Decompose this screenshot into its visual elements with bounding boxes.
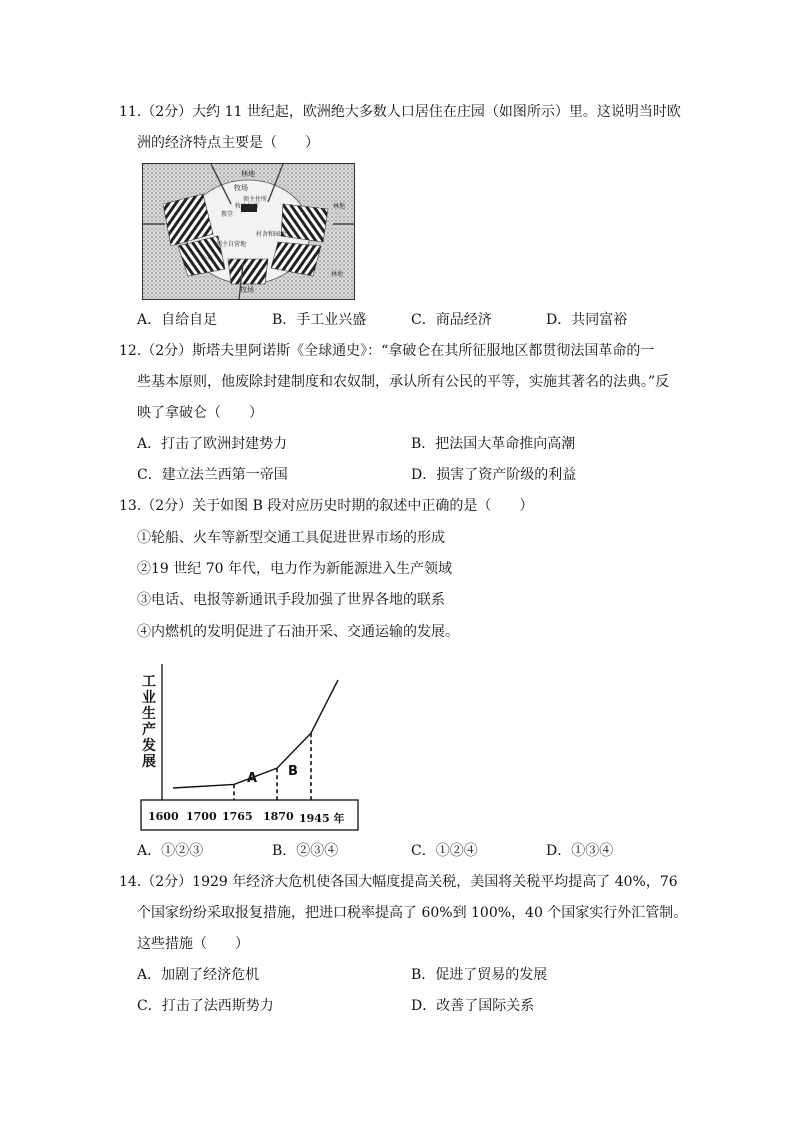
map-label: 小麦 bbox=[200, 255, 214, 262]
map-label: 领主自营地 bbox=[215, 241, 247, 248]
industrial-growth-chart bbox=[140, 660, 360, 832]
q11-option-b[interactable]: B．手工业兴盛 bbox=[272, 312, 367, 328]
q14-option-a[interactable]: A．加剧了经济危机 bbox=[137, 967, 260, 983]
q13-item-4: ④内燃机的发明促进了石油开采、交通运输的发展。 bbox=[137, 624, 459, 640]
q13-option-c[interactable]: C．①②④ bbox=[411, 843, 478, 859]
manor-map-image bbox=[142, 163, 355, 300]
map-label: 林地 bbox=[330, 271, 344, 278]
x-tick-label: 1870 bbox=[263, 810, 294, 823]
q14-stem-line1: 14.（2分）1929 年经济大危机使各国大幅度提高关税，美国将关税平均提高了 40%，76 bbox=[119, 874, 678, 890]
x-tick-label: 1765 bbox=[222, 810, 253, 823]
q14-option-c[interactable]: C．打击了法西斯势力 bbox=[137, 998, 274, 1014]
map-label: 牧场 bbox=[234, 184, 248, 192]
q13-item-3: ③电话、电报等新通讯手段加强了世界各地的联系 bbox=[137, 592, 445, 608]
map-label: 牧场 bbox=[240, 286, 254, 294]
map-label: 教堂 bbox=[220, 211, 234, 218]
q14-option-d[interactable]: D．改善了国际关系 bbox=[411, 998, 535, 1014]
q12-option-a[interactable]: A．打击了欧洲封建势力 bbox=[137, 436, 288, 452]
x-tick-label: 1700 bbox=[186, 810, 217, 823]
chart-canvas bbox=[140, 660, 360, 832]
q13-option-b[interactable]: B．②③④ bbox=[272, 843, 339, 859]
q12-stem-line1: 12.（2分）斯塔夫里阿诺斯《全球通史》：“拿破仑在其所征服地区都贯彻法国革命的一 bbox=[119, 343, 655, 359]
q12-stem-line2: 些基本原则，他废除封建制度和农奴制，承认所有公民的平等，实施其著名的法典。”反 bbox=[137, 374, 670, 390]
q11-stem-line1: 11.（2分）大约 11 世纪起，欧洲绝大多数人口居住在庄园（如图所示）里。这说明当时欧 bbox=[119, 104, 681, 120]
segment-label-b: B bbox=[288, 764, 298, 779]
q11-stem-line2: 洲的经济特点主要是（ ） bbox=[137, 135, 319, 151]
q14-stem-line3: 这些措施（ ） bbox=[137, 936, 249, 952]
q14-stem-line2: 个国家纷纷采取报复措施，把进口税率提高了 60%到 100%，40 个国家实行外汇管制。 bbox=[137, 905, 688, 921]
manor-map-drawing bbox=[143, 164, 354, 299]
q12-option-c[interactable]: C．建立法兰西第一帝国 bbox=[137, 467, 288, 483]
x-tick-label: 1945 年 bbox=[299, 812, 345, 825]
q13-option-a[interactable]: A．①②③ bbox=[137, 843, 204, 859]
q13-item-1: ①轮船、火车等新型交通工具促进世界市场的形成 bbox=[137, 530, 445, 546]
q11-option-c[interactable]: C．商品经济 bbox=[411, 312, 492, 328]
map-label: 村舍和园地 bbox=[255, 231, 287, 238]
map-label: 领主住所 bbox=[242, 196, 268, 203]
map-label: 林地 bbox=[332, 203, 346, 210]
q12-option-b[interactable]: B．把法国大革命推向高潮 bbox=[411, 436, 576, 452]
map-label: 牧主住所 bbox=[234, 203, 260, 210]
q12-option-d[interactable]: D．损害了资产阶级的利益 bbox=[411, 467, 577, 483]
q13-option-d[interactable]: D．①③④ bbox=[546, 843, 614, 859]
q11-option-a[interactable]: A．自给自足 bbox=[137, 312, 218, 328]
q13-item-2: ②19 世纪 70 年代，电力作为新能源进入生产领域 bbox=[137, 561, 452, 577]
segment-label-a: A bbox=[247, 771, 258, 786]
q11-option-d[interactable]: D．共同富裕 bbox=[546, 312, 628, 328]
x-tick-label: 1600 bbox=[148, 810, 179, 823]
q12-stem-line3: 映了拿破仑（ ） bbox=[137, 405, 263, 421]
q14-option-b[interactable]: B．促进了贸易的发展 bbox=[411, 967, 548, 983]
map-label: 林地 bbox=[241, 170, 255, 178]
q13-stem: 13.（2分）关于如图 B 段对应历史时期的叙述中正确的是（ ） bbox=[119, 498, 534, 514]
chart-ylabel: 工业生产发展 bbox=[142, 674, 156, 770]
